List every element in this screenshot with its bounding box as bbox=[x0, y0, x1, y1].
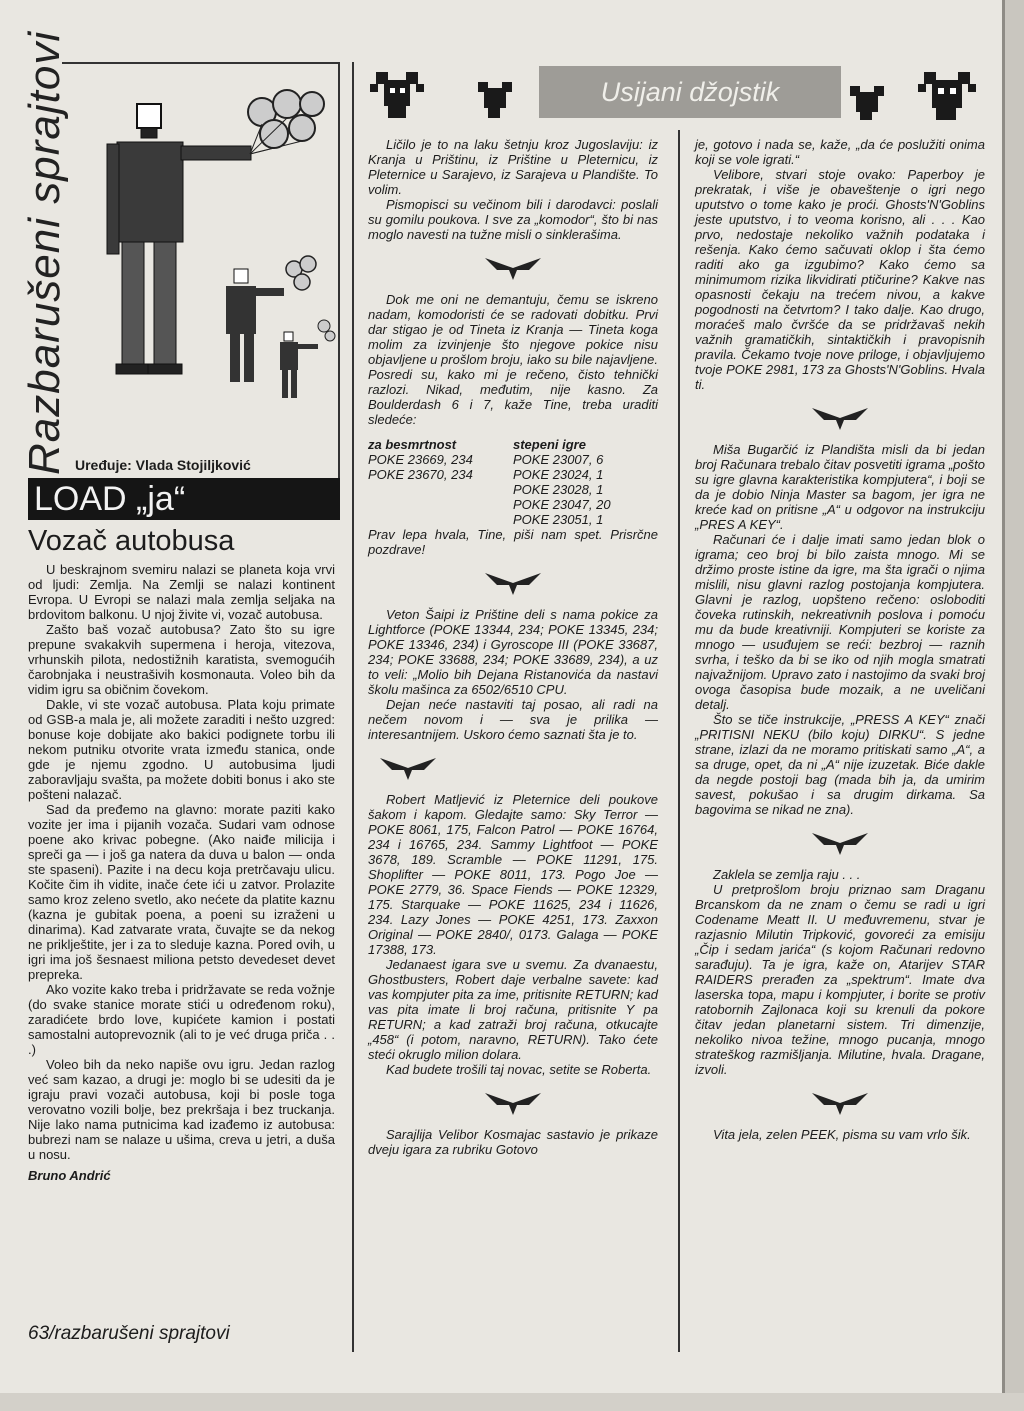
poke-line: POKE 23051, 1 bbox=[513, 512, 604, 527]
paragraph: Jedanaest igara sve u svemu. Za dvanaestu, Ghostbusters, Robert daje verbalne savete: kad vas kompjuter pita za ime, pritisnite RETURN; kad vas pita imate li broj računa, pritisnite Y pa RETURN; a kad zatraži broj računa, otkucajte „458“ (i potom, naravno, RETURN). Tako ćete steći okruglo milion dolara. bbox=[368, 957, 658, 1062]
column-divider bbox=[352, 62, 354, 1352]
article-column-1 bbox=[28, 562, 335, 1183]
article-title: Vozač autobusa bbox=[28, 525, 235, 557]
paragraph: Dejan neće nastaviti taj posao, ali radi na nečem novom i — sva je prilika — interesantnijem. Uskoro ćemo saznati šta je to. bbox=[368, 697, 658, 742]
section-vertical-title: Razbarušeni sprajtovi bbox=[20, 30, 69, 475]
bird-divider-icon bbox=[810, 827, 870, 857]
poke-line: POKE 23670, 234 bbox=[368, 467, 473, 482]
illustration-box bbox=[62, 62, 340, 479]
bird-divider-icon bbox=[810, 402, 870, 432]
poke-line: POKE 23007, 6 bbox=[513, 452, 604, 467]
bird-divider-icon bbox=[378, 752, 438, 782]
poke-line: POKE 23024, 1 bbox=[513, 467, 604, 482]
poke-line: POKE 23669, 234 bbox=[368, 452, 473, 467]
bus-driver-illustration bbox=[62, 64, 338, 464]
paragraph: Računari će i dalje imati samo jedan blok o igrama; ceo broj bi bilo zaista mnogo. Mi se držimo proste istine da igre, ma šta igrači o njima mislili, nisu glavni razlog postojanja kompjutera. Glavni je razlog, uopšteno rečeno: osloboditi čoveka rutinskih, nekreativnih poslova i pomoću mu da bude kreativniji. Kompjuteri se koriste za mnogo — usuđujem se reći: bezbroj — raznih svrha, i teško da bi se iko od njih mogla smatrati najvažnijom. Upravo zato i nastojimo da svaki broj ovoga časopisa bude mozaik, a ne uveličani detalj. bbox=[695, 532, 985, 712]
editor-credit: Uređuje: Vlada Stojiljković bbox=[75, 457, 251, 473]
paragraph: Robert Matljević iz Pleternice deli poukove šakom i kapom. Gledajte samo: Sky Terror — POKE 8061, 175, Falcon Patrol — POKE 16764, 234 i 16765, 234. Sammy Lightfoot — POKE 3678, 189. Scramble — POKE 11291, 175. Shoplifter — POKE 8011, 173. Pogo Joe — POKE 2779, 36. Space Fiends — POKE 12329, 175. Starquake — POKE 11625, 234 i 11626, 234. Lazy Jones — POKE 4251, 173. Zaxxon Original — POKE 2840/, 0173. Galaga — POKE 17388, 173. bbox=[368, 792, 658, 957]
joystick-sprite-icon bbox=[366, 66, 546, 126]
poke-table-header: za besmrtnost bbox=[368, 437, 457, 452]
paragraph: Sarajlija Velibor Kosmajac sastavio je prikaze dveju igara za rubriku Gotovo bbox=[368, 1127, 658, 1157]
joystick-sprite-icon bbox=[840, 66, 990, 126]
paragraph: Veton Šaipi iz Prištine deli s nama pokice za Lightforce (POKE 13344, 234; POKE 13345, 234; POKE 13346, 234) i Gyroscope III (POKE 33687, 234; POKE 33688, 234; POKE 33689, 234), a uz to veli: „Molio bih Dejana Ristanovića da nastavi školu mašinca za 6502/6510 CPU. bbox=[368, 607, 658, 697]
letters-column-3 bbox=[695, 137, 985, 1142]
bird-divider-icon bbox=[483, 567, 543, 597]
poke-table-header: stepeni igre bbox=[513, 437, 586, 452]
column-divider bbox=[678, 130, 680, 1352]
paragraph: Kad budete trošili taj novac, setite se Roberta. bbox=[386, 1062, 652, 1077]
paragraph: Što se tiče instrukcije, „PRESS A KEY“ znači „PRITISNI NEKU (bilo koju) DIRKU“. S jedne strane, izlazi da ne moramo pritiskati samo „A“, a sa druge, opet, da ni „A“ nije izuzetak. Biće dakle da negde postoji bag (mada bih ja, da umirim savest, pokušao i sa drugim dirkama. Sa bagovima se nikad ne zna). bbox=[695, 712, 985, 817]
paragraph: Prav lepa hvala, Tine, piši nam spet. Prisrčne pozdrave! bbox=[368, 527, 658, 557]
paragraph: Velibore, stvari stoje ovako: Paperboy je prekratak, i više je obaveštenje o igri nego uputstvo o tome kako je proći. Ghosts'N'Goblins jeste uputstvo, i to veoma korisno, ali . . . Kao prvo, nedostaje nekoliko važnih podataka i rešenja. Kako ćemo sačuvati oklop i šta ćemo raditi ako ga izgubimo? Kako ćemo sa minimumom rizika likvidirati ptičurine? Kakve nas opasnosti čekaju na trećem nivou, a kakve pogodnosti na četvrtom? I tako dalje. Kao drugo, moraćeš malo čvršće da se pridržavaš nekih važnih gramatičkih, sintaktičkih i pravopisnih pravila. Čekamo tvoje nove priloge, i objavljujemo tvoje POKE 2981, 173 za Ghosts'N'Goblins. Hvala ti. bbox=[695, 167, 985, 392]
paragraph: Pismopisci su večinom bili i darodavci: poslali su gomilu poukova. I sve za „komodor“, što bi nas moglo navesti na tužne misli o sinklerašima. bbox=[368, 197, 658, 242]
poke-line: POKE 23047, 20 bbox=[513, 497, 611, 512]
paragraph: Zaklela se zemlja raju . . . bbox=[713, 867, 861, 882]
page-edge-right bbox=[1002, 0, 1024, 1411]
page-edge-bottom bbox=[0, 1393, 1024, 1411]
load-heading: LOAD „ja“ bbox=[28, 478, 340, 520]
paragraph: Miša Bugarčić iz Plandišta misli da bi jedan broj Računara trebalo čitav posvetiti igrama „pošto su igre glavna karakteristika kompjutera“, i boji se da je dobio Ninja Master sa bagom, jer igra ne kreće kad on pritisne „A“ u odgovor na instrukciju „PRES A KEY“. bbox=[695, 442, 985, 532]
bird-divider-icon bbox=[810, 1087, 870, 1117]
paragraph: Zašto baš vozač autobusa? Zato što su igre prepune svakakvih supermena i heroja, vitezova, vrhunskih pilota, nedostižnih karatista, svemogućih čarobnjaka i neustrašivih kosmonauta. Voleo bih da vidim igru sa običnim čovekom. bbox=[28, 622, 335, 697]
bird-divider-icon bbox=[483, 1087, 543, 1117]
paragraph: Dok me oni ne demantuju, čemu se iskreno nadam, komodoristi će se radovati dobitku. Prvi dar stigao je od Tineta iz Kranja — Tineta koga molim za izvinjenje što njegove pokice nisu objavljene u prošlom broju, iako su bile najavljene. Posredi su, kako mi je rečeno, čisto tehnički razlozi. Nikad, međutim, nije kasno. Za Boulderdash 6 i 7, kaže Tine, treba uraditi sledeće: bbox=[368, 292, 658, 427]
paragraph: U pretprošlom broju priznao sam Draganu Brcanskom da ne znam o čemu se radi u igri Codename Meatt II. U međuvremenu, stvar je razjasnio Milutin Tripković, govoreći za emisiju „Čip i sedam jarića“ (s kojom Računari redovno sarađuju). Ta je igra, kaže on, Atarijev STAR RAIDERS prerađen za „spektrum“. Imate dva laserska topa, mapu i kompjuter, i borite se protiv ratobornih Zajlonaca koji su krenuli da pokore čitav jedan planetarni sistem. Tri dimenzije, nekoliko nivoa težine, mnogo pucanja, mnogo strateškog razmišljanja. Milutine, hvala. Dragane, izvoli. bbox=[695, 882, 985, 1077]
letters-column-2 bbox=[368, 137, 658, 1157]
paragraph: U beskrajnom svemiru nalazi se planeta koja vrvi od ljudi: Zemlja. Na Zemlji se nalazi kontinent Evropa. U Evropi se nalazi mala zemlja seljaka na brdovitom balkonu. U njoj živite vi, vozač autobusa. bbox=[28, 562, 335, 622]
bird-divider-icon bbox=[483, 252, 543, 282]
page-footer: 63/razbarušeni sprajtovi bbox=[28, 1323, 230, 1344]
paragraph: Dakle, vi ste vozač autobusa. Plata koju primate od GSB-a mala je, ali možete zaraditi i nešto uzgred: bonuse koje dobijate ako bakici podignete torbu ili nekom putniku otvorite vrata između stanica, onde gde je njemu zgodno. U autobusima ljudi zaboravljaju svašta, pa možete dobiti bonus i ako ste pošteni nalazač. bbox=[28, 697, 335, 802]
paragraph: Sad da pređemo na glavno: morate paziti kako vozite jer ima i pijanih vozača. Sudari vam odnose poene ako krivac pobegne. (Ako naiđe milicija i spreči ga — i još ga natera da duva u balon — onda ste spaseni). Pazite i na decu koja pretrčavaju ulicu. Kočite čim ih vidite, inače ćete ići u zatvor. Prolazite samo kroz zeleno svetlo, ako nećete da platite kaznu (kazna je gubitak poena, a poeni su izraženi u dinarima). Kad zatvarate vrata, čuvajte se da nekog ne priklještite, jer i za to sleduje kazna. Pored ovih, u igri ima još šesnaest miliona petsto devedeset devet prepreka. bbox=[28, 802, 335, 982]
poke-line: POKE 23028, 1 bbox=[513, 482, 604, 497]
poke-table bbox=[368, 437, 658, 527]
paragraph: Voleo bih da neko napiše ovu igru. Jedan razlog već sam kazao, a drugi je: moglo bi se udesiti da je igraju pravi vozači autobusa, koji bi posle toga verovatno vozili bolje, bez prekršaja i bez truckanja. Nije lako nama putnicima kad izađemo iz autobusa: bubrezi nam se nalaze u ušima, creva u jetri, a duša u nosu. bbox=[28, 1057, 335, 1162]
paragraph: Vita jela, zelen PEEK, pisma su vam vrlo šik. bbox=[713, 1127, 971, 1142]
paragraph: Ličilo je to na laku šetnju kroz Jugoslaviju: iz Kranja u Prištinu, iz Prištine u Pleternicu, iz Pleternice u Sarajevo, iz Sarajeva u Plandište. To volim. bbox=[368, 137, 658, 197]
article-author: Bruno Andrić bbox=[28, 1168, 111, 1183]
paragraph: Ako vozite kako treba i pridržavate se reda vožnje (do svake stanice morate stići u određenom roku), zaradićete brdo love, kupićete kamion i postati samostalni autoprevoznik (ali to je već druga priča . . .) bbox=[28, 982, 335, 1057]
header-title: Usijani džojstik bbox=[600, 77, 780, 107]
paragraph: je, gotovo i nada se, kaže, „da će poslužiti onima koji se vole igrati.“ bbox=[695, 137, 985, 167]
